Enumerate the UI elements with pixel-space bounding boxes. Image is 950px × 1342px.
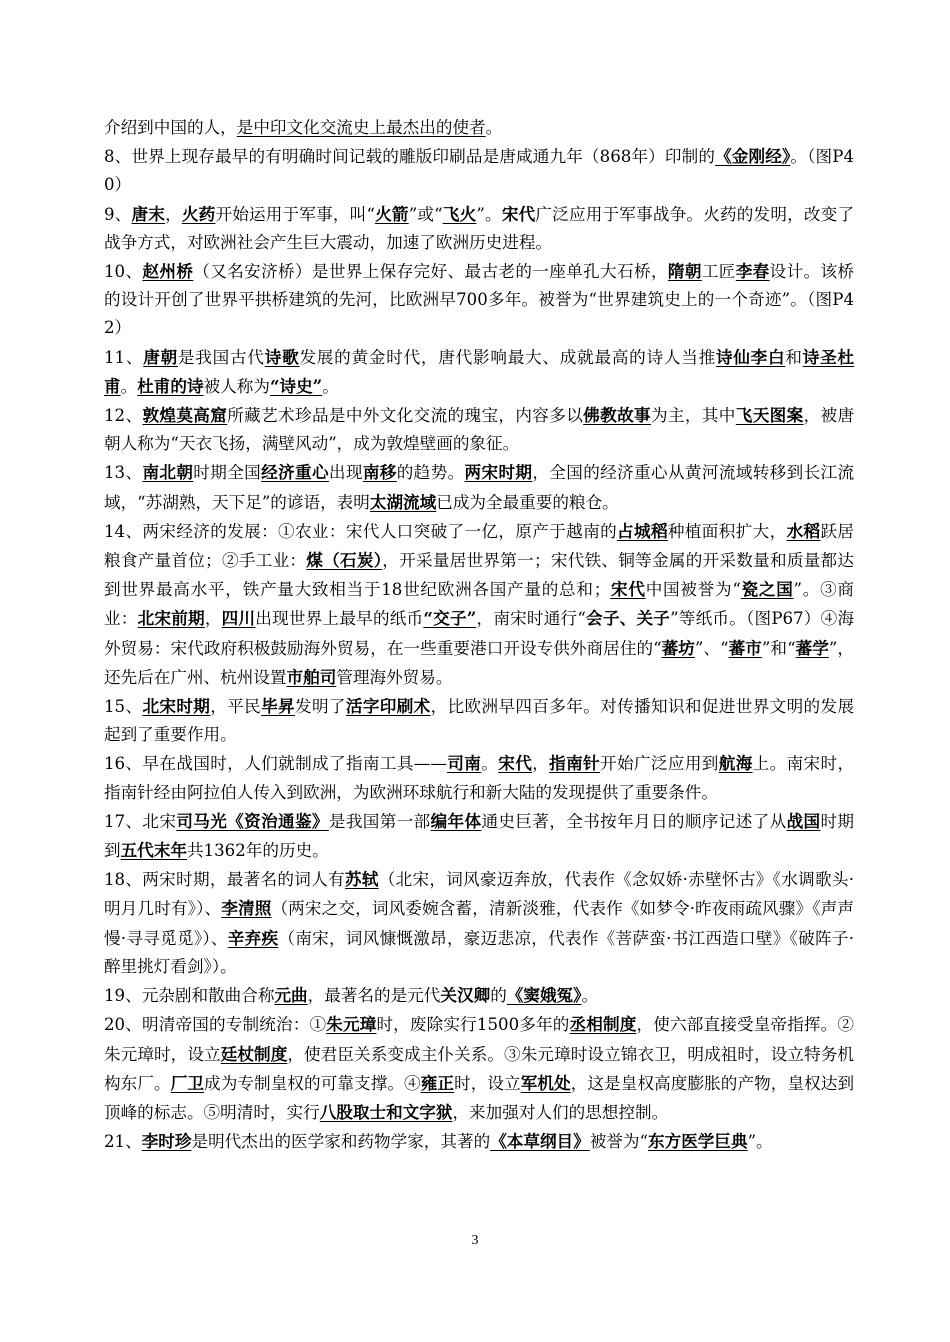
text-run: ，南宋时通行“ — [476, 609, 586, 629]
text-run: 是明代杰出的医学家和药物学家，其著的 — [191, 1132, 491, 1152]
emphasized-text: 唐朝 — [143, 346, 178, 367]
emphasized-text: 编年体 — [430, 810, 482, 831]
text-run: ，全国的经济重心从黄河流域转移到长江流域，“苏湖熟，天下足”的谚语，表明 — [104, 463, 855, 512]
emphasized-text: 东方医学巨典 — [648, 1131, 748, 1152]
text-run: 中国被誉为“ — [645, 580, 741, 600]
text-run: ， — [204, 609, 222, 629]
page-number: 3 — [471, 1233, 479, 1248]
emphasized-text: 辛弃疾 — [227, 927, 279, 948]
emphasized-text: 市舶司 — [286, 666, 337, 687]
text-run: ，使六部直接受皇帝指挥。②朱元璋时，设立 — [104, 1015, 855, 1064]
emphasized-text: 唐末 — [131, 203, 166, 224]
emphasized-text: 蕃坊 — [661, 637, 695, 658]
emphasized-text: 北宋时期 — [142, 696, 211, 717]
emphasized-text: 司南 — [446, 753, 482, 774]
emphasized-text: 敦煌莫高窟 — [142, 405, 228, 426]
text-run: 广泛应用于军事战争。火药的发明，改变了战争方式，对欧洲社会产生巨大震动，加速了欧洲历史进程。 — [104, 204, 855, 252]
text-run: 工匠 — [701, 262, 736, 282]
emphasized-text: 两宋时期 — [464, 462, 533, 483]
text-run: 是我国古代 — [177, 347, 265, 367]
text-run: ”等纸币。（图P67）④海外贸易：宋代政府积极鼓励海外贸易，在一些重要港口开设专供外商居住的“ — [104, 609, 855, 658]
text-run: ”。 — [747, 1132, 773, 1152]
emphasized-text: 五代末年 — [120, 840, 187, 861]
text-run: 发展的黄金时代，唐代影响最大、成就最高的诗人当推 — [299, 347, 716, 367]
text-run: 时，设立 — [454, 1073, 521, 1093]
text-run: 开始广泛应用到 — [600, 754, 719, 774]
emphasized-text: 关汉卿 — [440, 985, 491, 1006]
emphasized-text: 厂卫 — [170, 1072, 205, 1093]
text-run: 。（图P40） — [104, 147, 854, 195]
paragraph — [104, 517, 854, 692]
emphasized-text: 南移 — [362, 462, 397, 483]
emphasized-text: 是中印文化交流史上最杰出的使者 — [236, 118, 486, 137]
text-run: ”。 — [476, 204, 502, 224]
emphasized-text: 朱元璋 — [326, 1014, 377, 1035]
emphasized-text: 火箭 — [374, 203, 409, 224]
text-run: 17、北宋 — [104, 811, 177, 831]
text-run: （两宋之交，词风委婉含蓄，清新淡雅，代表作《如梦令·昨夜雨疏风骤》《声声慢·寻寻觅觅》）、 — [104, 899, 854, 948]
emphasized-text: 太湖流域 — [369, 491, 437, 512]
emphasized-text: “诗史” — [269, 375, 323, 396]
text-run: （南宋，词风慷慨激昂，豪迈悲凉，代表作《菩萨蛮·书江西造口壁》《破阵子·醉里挑灯看剑》）。 — [104, 928, 855, 976]
emphasized-text: 会子、关子 — [585, 608, 671, 629]
text-run: 19、元杂剧和散曲合称 — [104, 986, 275, 1006]
text-run: 18、两宋时期，最著名的词人有 — [104, 870, 345, 890]
text-run: 20、明清帝国的专制统治：① — [104, 1015, 327, 1035]
text-run: 通史巨著，全书按年月日的顺序记述了从 — [481, 811, 787, 831]
emphasized-text: 飞天图案 — [735, 405, 804, 426]
text-run: ， — [532, 754, 550, 774]
emphasized-text: 宋代 — [498, 753, 533, 774]
text-run: 16、早在战国时，人们就制成了指南工具—— — [104, 754, 447, 774]
text-run: 12、 — [104, 406, 143, 426]
text-run: ，被唐朝人称为“天衣飞扬，满壁风动”，成为敦煌壁画的象征。 — [104, 406, 855, 454]
emphasized-text: 活字印刷术 — [345, 696, 431, 717]
emphasized-text: 战国 — [786, 810, 821, 831]
text-run: ，最著名的是元代 — [307, 986, 441, 1006]
text-run: （北宋，词风豪迈奔放，代表作《念奴娇·赤壁怀古》《水调歌头·明月几时有》）、 — [104, 870, 855, 919]
paragraph — [104, 807, 854, 865]
text-run: 10、 — [104, 262, 143, 282]
emphasized-text: 毕昇 — [261, 696, 296, 717]
emphasized-text: 杜甫的诗 — [137, 375, 204, 396]
paragraph — [104, 1010, 854, 1127]
emphasized-text: 李春 — [735, 261, 770, 282]
text-run: 介绍到中国的人， — [104, 118, 237, 137]
text-run: 设计。该桥的设计开创了世界平拱桥建筑的先河，比欧洲早700多年。被誉为“世界建筑史上的一个奇迹”。（图P42） — [104, 262, 855, 338]
text-run: 被人称为 — [203, 376, 270, 396]
emphasized-text: 《窦娥冤》 — [506, 985, 582, 1006]
emphasized-text: 廷杖制度 — [220, 1043, 288, 1064]
emphasized-text: 水稻 — [786, 520, 821, 541]
emphasized-text: 佛教故事 — [583, 405, 651, 426]
emphasized-text: 苏轼 — [344, 869, 379, 890]
text-run: 所藏艺术珍品是中外文化交流的瑰宝，内容多以 — [227, 406, 584, 426]
emphasized-text: 丞相制度 — [569, 1014, 637, 1035]
text-run: ”、“ — [694, 638, 729, 658]
paragraph — [104, 343, 854, 401]
paragraph — [104, 692, 854, 749]
text-run: （又名安济桥）是世界上保存完好、最古老的一座单孔大石桥， — [193, 262, 668, 282]
emphasized-text: 元曲 — [274, 985, 308, 1006]
emphasized-text: 诗圣杜甫 — [104, 346, 855, 396]
text-run: 。 — [485, 118, 503, 137]
text-run: 共1362年的历史。 — [186, 841, 329, 861]
text-run: 。 — [581, 986, 599, 1006]
text-run: 上。南宋时，指南针经由阿拉伯人传入到欧洲，为欧洲环球航行和新大陆的发现提供了重要条件。 — [104, 754, 855, 802]
paragraph — [104, 865, 854, 981]
emphasized-text: 火药 — [181, 203, 216, 224]
paragraph — [104, 114, 854, 142]
text-run: 出现 — [328, 463, 363, 483]
text-run: 时期全国 — [193, 463, 262, 483]
emphasized-text: 经济重心 — [261, 462, 329, 483]
text-run: ”，还先后在广州、杭州设置 — [104, 638, 855, 687]
emphasized-text: 宋代 — [501, 203, 536, 224]
text-run: 种植面积扩大， — [667, 521, 787, 541]
emphasized-text: 雍正 — [420, 1072, 455, 1093]
text-run: 8、世界上现存最早的有明确时间记载的雕版印刷品是唐咸通九年（868年）印制的 — [104, 147, 716, 167]
emphasized-text: 蕃市 — [728, 637, 762, 658]
emphasized-text: 诗仙李白 — [715, 346, 786, 367]
emphasized-text: “交子” — [423, 608, 477, 629]
text-run: 11、 — [104, 347, 144, 367]
text-run: ”。③商业： — [104, 580, 854, 629]
text-run: 发明了 — [295, 697, 346, 717]
emphasized-text: 四川 — [221, 608, 256, 629]
document-body — [104, 114, 854, 1156]
paragraph — [104, 1127, 854, 1156]
emphasized-text: 北宋前期 — [137, 608, 205, 629]
emphasized-text: 瓷之国 — [740, 579, 794, 600]
text-run: 出现世界上最早的纸币 — [255, 609, 424, 629]
text-run: 跃居粮食产量首位；②手工业： — [104, 521, 855, 571]
text-run: 为主，其中 — [650, 406, 736, 426]
text-run: 是我国第一部 — [328, 811, 431, 831]
emphasized-text: 指南针 — [549, 753, 601, 774]
text-run: 成为专制皇权的可靠支撑。④ — [204, 1073, 421, 1093]
emphasized-text: 司马光《资治通鉴》 — [176, 810, 329, 831]
emphasized-text: 诗歌 — [264, 346, 300, 367]
text-run: ，比欧洲早四百多年。对传播知识和促进世界文明的发展起到了重要作用。 — [104, 697, 855, 745]
paragraph — [104, 981, 854, 1010]
text-run: 时，废除实行1500多年的 — [376, 1015, 570, 1035]
text-run: ”和“ — [761, 638, 796, 658]
text-run: 。 — [120, 376, 138, 396]
text-run: 21、 — [104, 1132, 142, 1152]
paragraph — [104, 200, 854, 257]
text-run: ，开采量居世界第一；宋代铁、铜等金属的开采数量和质量都达到世界最高水平，铁产量大致相当于18世纪欧洲各国产量的总和； — [104, 551, 855, 600]
text-run: 15、 — [104, 697, 143, 717]
emphasized-text: 李清照 — [221, 898, 272, 919]
emphasized-text: 《本草纲目》 — [490, 1131, 590, 1152]
emphasized-text: 八股取士和文字狱 — [319, 1101, 453, 1122]
paragraph — [104, 458, 854, 516]
text-run: 。 — [481, 754, 499, 774]
paragraph — [104, 749, 854, 806]
text-run: 。 — [322, 376, 339, 396]
text-run: 13、 — [104, 463, 143, 483]
text-run: 被誉为“ — [589, 1132, 649, 1152]
emphasized-text: 军机处 — [520, 1072, 571, 1093]
text-run: ，这是皇权高度膨胀的产物，皇权达到顶峰的标志。⑤明清时，实行 — [104, 1073, 855, 1122]
text-run: 和 — [785, 347, 803, 367]
text-run: 的趋势。 — [396, 463, 465, 483]
paragraph — [104, 401, 854, 458]
text-run: 开始运用于军事，叫“ — [215, 204, 375, 224]
text-run: ”或“ — [408, 204, 443, 224]
text-run: ， — [165, 204, 182, 224]
text-run: 的 — [490, 986, 507, 1006]
text-run: 14、两宋经济的发展：①农业：宋代人口突破了一亿，原产于越南的 — [104, 521, 618, 541]
emphasized-text: 占城稻 — [617, 520, 668, 541]
emphasized-text: 蕃学 — [795, 637, 829, 658]
text-run: 管理海外贸易。 — [336, 667, 453, 687]
emphasized-text: 赵州桥 — [142, 261, 194, 282]
emphasized-text: 李时珍 — [141, 1131, 192, 1152]
text-run: 9、 — [104, 204, 132, 224]
emphasized-text: 《金刚经》 — [715, 146, 791, 167]
paragraph — [104, 257, 854, 343]
emphasized-text: 宋代 — [610, 579, 646, 600]
emphasized-text: 隋朝 — [667, 261, 702, 282]
text-run: ，使君臣关系变成主仆关系。③朱元璋时设立锦衣卫，明成祖时，设立特务机构东厂。 — [104, 1044, 855, 1093]
text-run: 时期到 — [104, 811, 855, 861]
paragraph — [104, 142, 854, 199]
emphasized-text: 飞火 — [442, 203, 477, 224]
text-run: ，来加强对人们的思想控制。 — [452, 1102, 669, 1122]
emphasized-text: 煤（石炭） — [306, 550, 383, 571]
text-run: 已成为全最重要的粮仓。 — [436, 492, 619, 512]
text-run: ，平民 — [210, 697, 262, 717]
emphasized-text: 航海 — [718, 753, 753, 774]
emphasized-text: 南北朝 — [142, 462, 194, 483]
